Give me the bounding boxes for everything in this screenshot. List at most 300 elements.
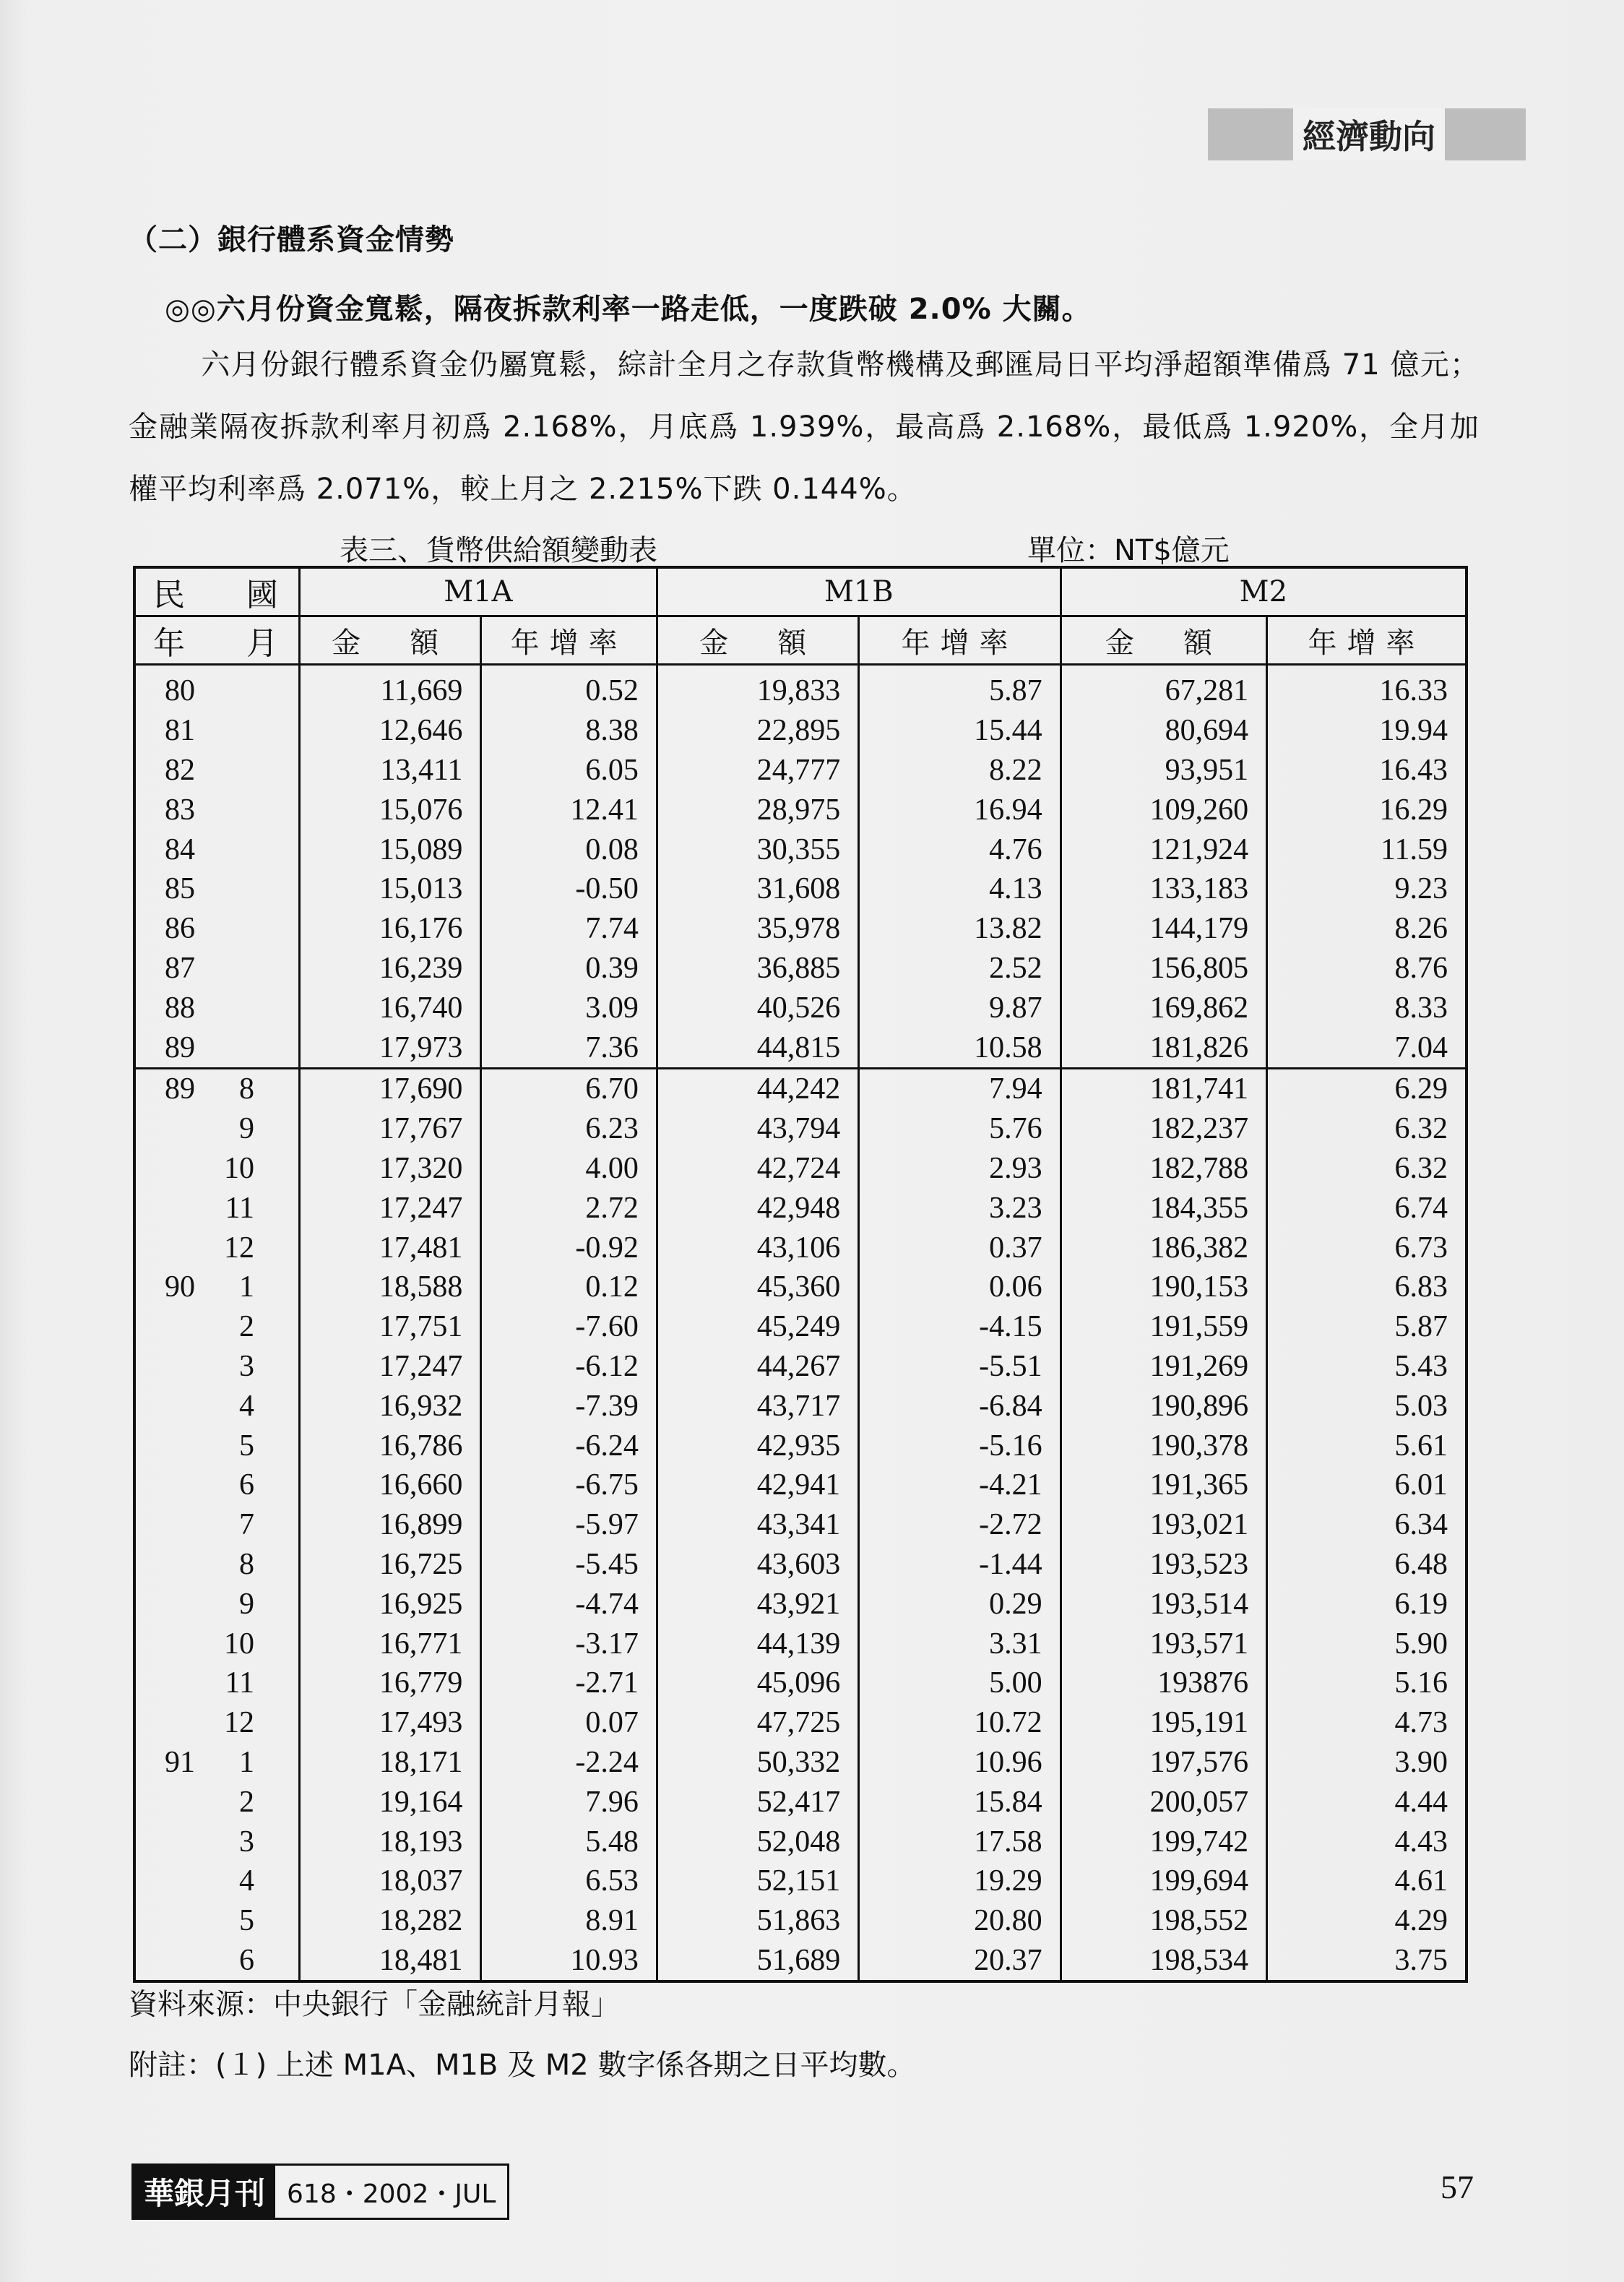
cell-month: 5: [239, 1904, 254, 1938]
cell-m1b-rate: 13.82: [859, 909, 1061, 949]
cell-month: 9: [239, 1112, 254, 1146]
cell-year: 89: [165, 1072, 195, 1106]
cell-m2-rate: 5.87: [1267, 1307, 1467, 1347]
cell-m2-rate: 3.90: [1267, 1743, 1467, 1783]
cell-year-month: [134, 790, 299, 830]
cell-m2-amount: 190,378: [1061, 1426, 1266, 1465]
highlight-sentence: ◎◎六月份資金寬鬆，隔夜拆款利率一路走低，一度跌破 2.0% 大關。: [165, 293, 1092, 326]
table-row: [134, 1228, 1467, 1267]
cell-year: 85: [165, 872, 195, 906]
table-row: [134, 1901, 1467, 1941]
cell-m2-amount: 93,951: [1061, 751, 1266, 791]
table-row: [134, 1347, 1467, 1387]
cell-m1b-rate: 0.06: [859, 1267, 1061, 1307]
table-row: [134, 1068, 1467, 1108]
cell-m1a-amount: 16,660: [299, 1465, 481, 1505]
cell-m2-amount: 193876: [1061, 1663, 1266, 1703]
cell-m1b-rate: 3.23: [859, 1188, 1061, 1228]
cell-year-month: [134, 711, 299, 751]
cell-m1a-rate: 8.91: [481, 1901, 657, 1941]
cell-m1a-rate: -2.24: [481, 1743, 657, 1783]
table-row: [134, 869, 1467, 909]
table-row: [134, 665, 1467, 711]
table-row: [134, 1584, 1467, 1624]
table-row: [134, 830, 1467, 869]
cell-m1a-rate: -5.97: [481, 1505, 657, 1545]
cell-m2-amount: 190,153: [1061, 1267, 1266, 1307]
cell-m1b-rate: 8.22: [859, 751, 1061, 791]
header-m1a: M1A: [299, 567, 657, 616]
cell-m2-rate: 11.59: [1267, 830, 1467, 869]
cell-m1b-rate: 9.87: [859, 988, 1061, 1028]
table-row: [134, 1149, 1467, 1189]
cell-year: 82: [165, 753, 195, 787]
cell-m2-amount: 198,552: [1061, 1901, 1266, 1941]
cell-m1a-rate: 7.74: [481, 909, 657, 949]
cell-m1a-rate: 7.36: [481, 1028, 657, 1068]
cell-m2-rate: 6.34: [1267, 1505, 1467, 1545]
cell-year: 80: [165, 674, 195, 708]
cell-m1b-amount: 43,717: [657, 1386, 858, 1426]
cell-year-month: [134, 665, 299, 711]
cell-m2-amount: 193,523: [1061, 1545, 1266, 1585]
cell-m2-amount: 156,805: [1061, 949, 1266, 989]
cell-m1a-amount: 12,646: [299, 711, 481, 751]
cell-m1a-rate: -6.12: [481, 1347, 657, 1387]
cell-m1b-amount: 28,975: [657, 790, 858, 830]
cell-m1a-amount: 11,669: [299, 665, 481, 711]
cell-m1b-amount: 43,794: [657, 1109, 858, 1149]
cell-m2-amount: 199,742: [1061, 1822, 1266, 1861]
cell-m1b-amount: 50,332: [657, 1743, 858, 1783]
cell-m1b-rate: -2.72: [859, 1505, 1061, 1545]
table-row: [134, 1386, 1467, 1426]
cell-m2-rate: 6.29: [1267, 1068, 1467, 1108]
cell-month: 8: [239, 1072, 254, 1106]
table-row: [134, 1307, 1467, 1347]
cell-m2-rate: 6.32: [1267, 1109, 1467, 1149]
cell-year-month: [134, 1782, 299, 1822]
cell-m1b-rate: 16.94: [859, 790, 1061, 830]
cell-m1b-amount: 52,417: [657, 1782, 858, 1822]
cell-m2-rate: 8.76: [1267, 949, 1467, 989]
header-year-month-bottom: [134, 616, 299, 665]
cell-m1a-amount: 17,751: [299, 1307, 481, 1347]
cell-m2-amount: 195,191: [1061, 1703, 1266, 1743]
cell-m1b-amount: 52,151: [657, 1861, 858, 1901]
cell-m1b-amount: 42,941: [657, 1465, 858, 1505]
cell-m1b-rate: 15.44: [859, 711, 1061, 751]
cell-m1b-rate: 0.37: [859, 1228, 1061, 1267]
cell-m2-amount: 121,924: [1061, 830, 1266, 869]
cell-year-month: [134, 1743, 299, 1783]
cell-m1b-amount: 30,355: [657, 830, 858, 869]
cell-m1a-amount: 18,193: [299, 1822, 481, 1861]
cell-month: 2: [239, 1310, 254, 1344]
cell-year: 88: [165, 991, 195, 1025]
footer-masthead: [131, 2163, 509, 2220]
cell-m2-rate: 5.03: [1267, 1386, 1467, 1426]
cell-m2-amount: 186,382: [1061, 1228, 1266, 1267]
header-yue: 月: [246, 625, 278, 662]
cell-m2-rate: 16.29: [1267, 790, 1467, 830]
cell-m1a-amount: 16,176: [299, 909, 481, 949]
cell-month: 1: [239, 1270, 254, 1304]
cell-m1a-rate: 0.39: [481, 949, 657, 989]
cell-m2-rate: 6.48: [1267, 1545, 1467, 1585]
header-m1a-rate: 年增率: [481, 616, 657, 665]
footnote: 附註：(１) 上述 M1A、M1B 及 M2 數字係各期之日平均數。: [129, 2049, 916, 2082]
cell-m1b-rate: 0.29: [859, 1584, 1061, 1624]
cell-m2-amount: 169,862: [1061, 988, 1266, 1028]
cell-m1a-rate: 6.53: [481, 1861, 657, 1901]
cell-m1a-amount: 15,013: [299, 869, 481, 909]
cell-m2-rate: 3.75: [1267, 1941, 1467, 1982]
cell-m1b-amount: 45,249: [657, 1307, 858, 1347]
cell-m1b-amount: 24,777: [657, 751, 858, 791]
header-guo: 國: [246, 577, 278, 613]
cell-m1a-rate: 12.41: [481, 790, 657, 830]
cell-year-month: [134, 1861, 299, 1901]
cell-m1a-amount: 16,925: [299, 1584, 481, 1624]
cell-year-month: [134, 1307, 299, 1347]
cell-m1b-rate: 10.96: [859, 1743, 1061, 1783]
cell-m2-amount: 190,896: [1061, 1386, 1266, 1426]
section-header-label: 經濟動向: [1293, 108, 1445, 160]
cell-m1b-amount: 42,935: [657, 1426, 858, 1465]
cell-m1a-rate: 5.48: [481, 1822, 657, 1861]
cell-m1b-amount: 51,863: [657, 1901, 858, 1941]
cell-month: 10: [224, 1151, 254, 1185]
cell-year-month: [134, 1703, 299, 1743]
cell-m2-rate: 19.94: [1267, 711, 1467, 751]
cell-m2-rate: 6.83: [1267, 1267, 1467, 1307]
money-supply-table: [133, 566, 1468, 1983]
table-row: [134, 1028, 1467, 1068]
cell-m1a-amount: 17,481: [299, 1228, 481, 1267]
cell-m1a-amount: 19,164: [299, 1782, 481, 1822]
cell-m2-amount: 182,237: [1061, 1109, 1266, 1149]
cell-m1a-amount: 17,320: [299, 1149, 481, 1189]
cell-m1a-rate: -0.92: [481, 1228, 657, 1267]
cell-year-month: [134, 830, 299, 869]
cell-m1b-rate: 19.29: [859, 1861, 1061, 1901]
cell-m1a-rate: 0.07: [481, 1703, 657, 1743]
cell-m2-rate: 16.33: [1267, 665, 1467, 711]
cell-m1b-rate: 10.72: [859, 1703, 1061, 1743]
cell-m1b-rate: 20.80: [859, 1901, 1061, 1941]
table-row: [134, 1545, 1467, 1585]
cell-m1a-rate: 6.70: [481, 1068, 657, 1108]
cell-year-month: [134, 869, 299, 909]
cell-m1b-rate: 4.76: [859, 830, 1061, 869]
cell-m1b-amount: 40,526: [657, 988, 858, 1028]
cell-year: 89: [165, 1030, 195, 1064]
cell-month: 8: [239, 1547, 254, 1581]
cell-m2-amount: 193,571: [1061, 1624, 1266, 1663]
cell-m1a-amount: 17,493: [299, 1703, 481, 1743]
cell-m1b-amount: 19,833: [657, 665, 858, 711]
cell-m2-rate: 6.01: [1267, 1465, 1467, 1505]
header-nian: 年: [153, 625, 185, 662]
cell-year-month: [134, 1109, 299, 1149]
table-row: [134, 1743, 1467, 1783]
cell-month: 11: [225, 1666, 254, 1700]
cell-m1a-amount: 17,247: [299, 1188, 481, 1228]
cell-m1a-rate: 0.12: [481, 1267, 657, 1307]
cell-year-month: [134, 1386, 299, 1426]
cell-m2-rate: 4.61: [1267, 1861, 1467, 1901]
cell-m2-rate: 6.32: [1267, 1149, 1467, 1189]
cell-m2-rate: 7.04: [1267, 1028, 1467, 1068]
cell-m1b-rate: 5.00: [859, 1663, 1061, 1703]
header-m1b: M1B: [657, 567, 1061, 616]
cell-year: 86: [165, 912, 195, 946]
table-body: [134, 665, 1467, 1982]
cell-year-month: [134, 1663, 299, 1703]
cell-m1b-amount: 43,603: [657, 1545, 858, 1585]
cell-m1a-rate: 3.09: [481, 988, 657, 1028]
cell-m2-amount: 80,694: [1061, 711, 1266, 751]
cell-year-month: [134, 1505, 299, 1545]
cell-m1b-rate: 2.52: [859, 949, 1061, 989]
cell-m1a-amount: 17,247: [299, 1347, 481, 1387]
cell-month: 6: [239, 1468, 254, 1502]
table-row: [134, 1109, 1467, 1149]
cell-year-month: [134, 1545, 299, 1585]
cell-month: 3: [239, 1349, 254, 1383]
cell-m2-amount: 182,788: [1061, 1149, 1266, 1189]
cell-year-month: [134, 751, 299, 791]
cell-m1b-amount: 31,608: [657, 869, 858, 909]
body-paragraph: [129, 334, 1480, 520]
cell-month: 1: [239, 1745, 254, 1779]
cell-month: 4: [239, 1864, 254, 1898]
cell-m1b-amount: 36,885: [657, 949, 858, 989]
cell-m1b-rate: 20.37: [859, 1941, 1061, 1982]
cell-month: 12: [224, 1231, 254, 1265]
table-row: [134, 1822, 1467, 1861]
cell-m1a-amount: 16,899: [299, 1505, 481, 1545]
table-row: [134, 711, 1467, 751]
header-m2: M2: [1061, 567, 1467, 616]
cell-m1a-amount: 15,076: [299, 790, 481, 830]
cell-m1a-amount: 18,588: [299, 1267, 481, 1307]
cell-m2-amount: 193,514: [1061, 1584, 1266, 1624]
cell-month: 10: [224, 1627, 254, 1661]
footer-issue: 618・2002・JUL: [275, 2166, 507, 2218]
cell-m2-amount: 191,365: [1061, 1465, 1266, 1505]
cell-m2-amount: 191,269: [1061, 1347, 1266, 1387]
table-row: [134, 1188, 1467, 1228]
cell-m1b-rate: 10.58: [859, 1028, 1061, 1068]
cell-year-month: [134, 1822, 299, 1861]
cell-year-month: [134, 949, 299, 989]
cell-m2-rate: 4.44: [1267, 1782, 1467, 1822]
cell-year-month: [134, 1228, 299, 1267]
cell-m1a-rate: 0.52: [481, 665, 657, 711]
cell-m1b-amount: 35,978: [657, 909, 858, 949]
cell-year-month: [134, 1426, 299, 1465]
header-m2-rate: 年增率: [1267, 616, 1467, 665]
cell-year-month: [134, 1028, 299, 1068]
cell-m1a-rate: -6.24: [481, 1426, 657, 1465]
cell-year-month: [134, 1901, 299, 1941]
cell-m2-rate: 4.73: [1267, 1703, 1467, 1743]
table-row: [134, 1703, 1467, 1743]
table-row: [134, 1465, 1467, 1505]
cell-month: 9: [239, 1587, 254, 1621]
cell-year-month: [134, 1941, 299, 1982]
source-note: 資料來源：中央銀行「金融統計月報」: [129, 1988, 620, 2021]
cell-m1b-rate: -4.21: [859, 1465, 1061, 1505]
cell-m1b-amount: 47,725: [657, 1703, 858, 1743]
cell-m1a-rate: -7.60: [481, 1307, 657, 1347]
cell-m1b-rate: 2.93: [859, 1149, 1061, 1189]
cell-year: 81: [165, 714, 195, 748]
table-row: [134, 1861, 1467, 1901]
cell-m1a-amount: 16,725: [299, 1545, 481, 1585]
cell-m1b-amount: 44,242: [657, 1068, 858, 1108]
cell-year: 91: [165, 1745, 195, 1779]
cell-m2-rate: 5.61: [1267, 1426, 1467, 1465]
cell-m2-rate: 6.19: [1267, 1584, 1467, 1624]
cell-m2-amount: 191,559: [1061, 1307, 1266, 1347]
table-unit: 單位：NT$億元: [1027, 534, 1230, 567]
cell-year-month: [134, 1584, 299, 1624]
cell-m1b-rate: 7.94: [859, 1068, 1061, 1108]
cell-year-month: [134, 1267, 299, 1307]
cell-m2-amount: 144,179: [1061, 909, 1266, 949]
table-row: [134, 1426, 1467, 1465]
cell-m1b-rate: -6.84: [859, 1386, 1061, 1426]
cell-m1b-rate: -5.16: [859, 1426, 1061, 1465]
cell-month: 4: [239, 1389, 254, 1423]
section-header-tab: [1208, 108, 1526, 160]
cell-m1b-amount: 44,815: [657, 1028, 858, 1068]
cell-m2-amount: 193,021: [1061, 1505, 1266, 1545]
cell-month: 5: [239, 1429, 254, 1463]
cell-m1b-rate: 3.31: [859, 1624, 1061, 1663]
cell-m1b-rate: -1.44: [859, 1545, 1061, 1585]
section-title: （二）銀行體系資金情勢: [129, 223, 454, 257]
cell-month: 7: [239, 1508, 254, 1542]
cell-year: 83: [165, 793, 195, 827]
cell-m1a-rate: 2.72: [481, 1188, 657, 1228]
cell-m1a-amount: 16,932: [299, 1386, 481, 1426]
cell-m1a-rate: 0.08: [481, 830, 657, 869]
cell-m1a-rate: -7.39: [481, 1386, 657, 1426]
cell-m1a-rate: -0.50: [481, 869, 657, 909]
cell-m1a-rate: 10.93: [481, 1941, 657, 1982]
cell-m2-amount: 133,183: [1061, 869, 1266, 909]
cell-m2-rate: 8.26: [1267, 909, 1467, 949]
cell-m1a-amount: 18,481: [299, 1941, 481, 1982]
cell-m2-amount: 198,534: [1061, 1941, 1266, 1982]
cell-m2-rate: 4.29: [1267, 1901, 1467, 1941]
cell-month: 6: [239, 1943, 254, 1977]
cell-m1b-amount: 52,048: [657, 1822, 858, 1861]
header-m2-amount: 金 額: [1061, 616, 1266, 665]
cell-m2-amount: 200,057: [1061, 1782, 1266, 1822]
body-paragraph-text: 六月份銀行體系資金仍屬寬鬆，綜計全月之存款貨幣機構及郵匯局日平均淨超額準備爲 71 億元；金融業隔夜拆款利率月初爲 2.168%，月底爲 1.939%，最高爲 2.168%，最低爲 1.920%，全月加權平均利率爲 2.071%，較上月之 2.215%下跌 0.144%。: [129, 348, 1480, 506]
cell-m2-amount: 184,355: [1061, 1188, 1266, 1228]
cell-m2-rate: 6.74: [1267, 1188, 1467, 1228]
cell-year: 87: [165, 951, 195, 985]
cell-m1a-rate: -6.75: [481, 1465, 657, 1505]
table-row: [134, 988, 1467, 1028]
cell-m1a-amount: 16,740: [299, 988, 481, 1028]
cell-m1b-rate: 5.87: [859, 665, 1061, 711]
cell-m1a-rate: -4.74: [481, 1584, 657, 1624]
cell-m1b-rate: -4.15: [859, 1307, 1061, 1347]
cell-m1b-amount: 22,895: [657, 711, 858, 751]
cell-year-month: [134, 1068, 299, 1108]
cell-m1a-rate: -5.45: [481, 1545, 657, 1585]
cell-m2-rate: 5.90: [1267, 1624, 1467, 1663]
cell-m1a-amount: 15,089: [299, 830, 481, 869]
cell-m2-amount: 181,826: [1061, 1028, 1266, 1068]
cell-year: 90: [165, 1270, 195, 1304]
cell-m1b-amount: 45,096: [657, 1663, 858, 1703]
header-year-month-top: [134, 567, 299, 616]
cell-m1b-amount: 43,106: [657, 1228, 858, 1267]
table-row: [134, 1941, 1467, 1982]
cell-m2-rate: 8.33: [1267, 988, 1467, 1028]
cell-m2-amount: 109,260: [1061, 790, 1266, 830]
page-number: 57: [1441, 2169, 1474, 2205]
footer-brand: 華銀月刊: [134, 2166, 275, 2218]
cell-m2-rate: 16.43: [1267, 751, 1467, 791]
cell-m2-amount: 199,694: [1061, 1861, 1266, 1901]
cell-m1a-rate: 8.38: [481, 711, 657, 751]
header-min: 民: [153, 577, 185, 613]
cell-m1a-amount: 16,779: [299, 1663, 481, 1703]
table-row: [134, 949, 1467, 989]
header-m1b-rate: 年增率: [859, 616, 1061, 665]
cell-m1a-amount: 18,282: [299, 1901, 481, 1941]
table-row: [134, 1782, 1467, 1822]
cell-m2-rate: 4.43: [1267, 1822, 1467, 1861]
cell-m1a-amount: 17,690: [299, 1068, 481, 1108]
cell-m1a-amount: 16,771: [299, 1624, 481, 1663]
cell-year-month: [134, 1188, 299, 1228]
cell-m1a-amount: 17,973: [299, 1028, 481, 1068]
cell-month: 11: [225, 1191, 254, 1225]
cell-m1a-rate: 6.05: [481, 751, 657, 791]
cell-m1a-rate: -2.71: [481, 1663, 657, 1703]
cell-m1b-amount: 45,360: [657, 1267, 858, 1307]
cell-m1a-amount: 17,767: [299, 1109, 481, 1149]
table-row: [134, 1267, 1467, 1307]
cell-m1a-rate: 4.00: [481, 1149, 657, 1189]
cell-year-month: [134, 1149, 299, 1189]
table-row: [134, 790, 1467, 830]
cell-m1b-amount: 43,921: [657, 1584, 858, 1624]
cell-year-month: [134, 1624, 299, 1663]
cell-m1b-rate: 4.13: [859, 869, 1061, 909]
cell-year: 84: [165, 832, 195, 866]
cell-m2-amount: 67,281: [1061, 665, 1266, 711]
cell-m1a-rate: -3.17: [481, 1624, 657, 1663]
cell-year-month: [134, 1465, 299, 1505]
cell-m2-rate: 5.16: [1267, 1663, 1467, 1703]
cell-m1b-rate: 15.84: [859, 1782, 1061, 1822]
table-row: [134, 1624, 1467, 1663]
header-m1b-amount: 金 額: [657, 616, 858, 665]
cell-m2-rate: 5.43: [1267, 1347, 1467, 1387]
cell-m1b-amount: 42,948: [657, 1188, 858, 1228]
